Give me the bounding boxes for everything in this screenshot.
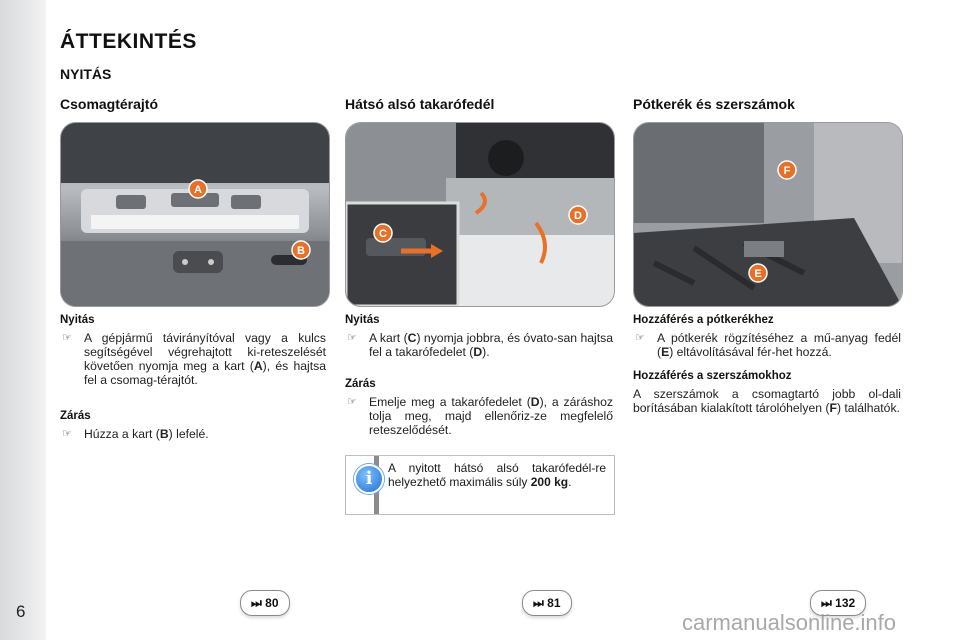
label-e: E <box>754 268 762 280</box>
fast-forward-icon: ⏭ <box>821 596 832 610</box>
label-c: C <box>379 228 387 240</box>
page-title: ÁTTEKINTÉS <box>60 30 197 53</box>
list-item: ☞ A gépjármű távirányítóval vagy a kulcs segítségével végrehajtott ki-reteszelését követően nyomja meg a kart (A), és hajtsa fel a csomag-térajtót. <box>62 331 326 387</box>
label-d: D <box>574 210 582 222</box>
list-item: ☞ Emelje meg a takarófedelet (D), a záráshoz tolja meg, majd ellenőriz-ze megfelelő reteszelődését. <box>347 395 613 437</box>
fast-forward-icon: ⏭ <box>251 596 262 610</box>
column-title-lower-cover: Hátsó alsó takarófedél <box>345 96 495 112</box>
ref-page-132[interactable]: ⏭ 132 <box>810 590 866 616</box>
section-title: NYITÁS <box>60 66 112 82</box>
pointing-hand-icon: ☞ <box>635 332 645 344</box>
subheading: Hozzáférés a pótkerékhez <box>633 314 774 326</box>
column-title-trunk: Csomagtérajtó <box>60 96 159 112</box>
subheading: Zárás <box>60 410 91 422</box>
subheading: Zárás <box>345 378 376 390</box>
subheading: Hozzáférés a szerszámokhoz <box>633 370 792 382</box>
pointing-hand-icon: ☞ <box>347 396 357 408</box>
fast-forward-icon: ⏭ <box>533 596 544 610</box>
column-3-text <box>633 313 901 415</box>
list-item: ☞ Húzza a kart (B) lefelé. <box>62 427 209 441</box>
watermark: carmanualsonline.info <box>682 610 897 635</box>
page-sidebar <box>0 0 46 640</box>
subheading: Nyitás <box>345 314 380 326</box>
column-1-text <box>60 313 326 441</box>
subheading: Nyitás <box>60 314 95 326</box>
ref-page-81[interactable]: ⏭ 81 <box>522 590 572 616</box>
list-item: ☞ A pótkerék rögzítéséhez a mű-anyag fedél (E) eltávolításával fér-het hozzá. <box>635 331 901 359</box>
column-title-spare-wheel: Pótkerék és szerszámok <box>633 96 795 112</box>
tailgate-photo <box>60 122 330 307</box>
info-icon: i <box>354 464 384 494</box>
info-box <box>345 455 615 515</box>
lower-cover-photo <box>345 122 615 307</box>
label-b: B <box>297 245 305 257</box>
label-a: A <box>194 184 202 196</box>
pointing-hand-icon: ☞ <box>347 332 357 344</box>
label-f: F <box>783 165 791 177</box>
page-number: 6 <box>16 602 26 621</box>
pointing-hand-icon: ☞ <box>62 332 72 344</box>
paragraph: A szerszámok a csomagtartó jobb ol-dali borításában kialakított tárolóhelyen (F) találhatók. <box>633 387 901 415</box>
spare-wheel-photo <box>633 122 903 307</box>
pointing-hand-icon: ☞ <box>62 428 72 440</box>
column-2-text <box>345 313 613 437</box>
ref-page-80[interactable]: ⏭ 80 <box>240 590 290 616</box>
list-item: ☞ A kart (C) nyomja jobbra, és óvato-san hajtsa fel a takarófedelet (D). <box>347 331 613 359</box>
info-text: A nyitott hátsó alsó takarófedél-re helyezhető maximális súly 200 kg. <box>388 461 606 489</box>
